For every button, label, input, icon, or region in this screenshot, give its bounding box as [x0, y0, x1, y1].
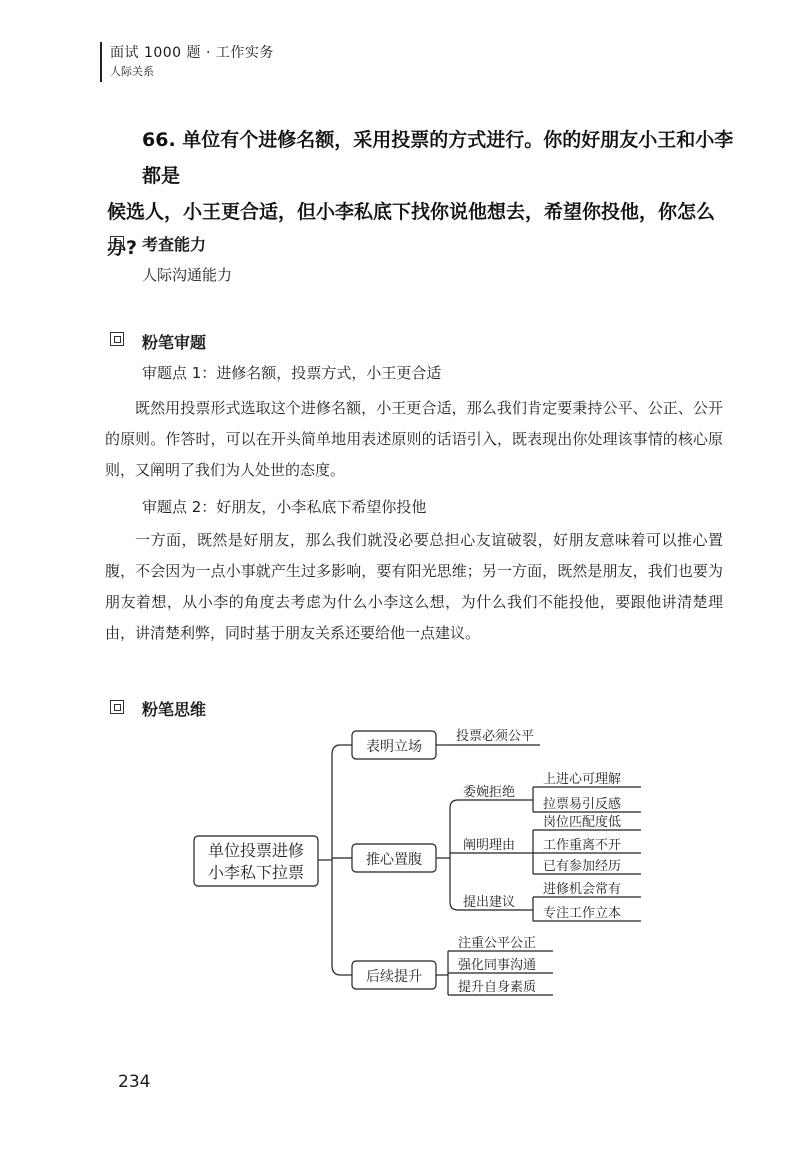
branch-label-1: 表明立场 [366, 739, 422, 755]
mindmap-root-line-1: 单位投票进修 [207, 841, 305, 860]
branch-label-3: 后续提升 [366, 969, 422, 985]
analysis-paragraph-1: 既然用投票形式选取这个进修名额，小王更合适，那么我们肯定要秉持公平、公正、公开的原则。作答时，可以在开头简单地用表述原则的话语引入，既表现出你处理该事情的核心原则，又阐明了我们为人处世的态度。 [105, 399, 723, 479]
leaf-item: 专注工作立本 [543, 906, 622, 921]
analysis-paragraph-2: 一方面，既然是好朋友，那么我们就没必要总担心友谊破裂，好朋友意味着可以推心置腹，不会因为一点小事就产生过多影响，要有阳光思维；另一方面，既然是朋友，我们也要为朋友着想，从小李的角度去考虑为什么小李这么想，为什么我们不能投他，要跟他讲清楚理由，讲清楚利弊，同时基于朋友关系还要给他一点建议。 [105, 531, 723, 642]
section-title-analysis: 粉笔审题 [142, 333, 207, 352]
leaf-item: 提升自身素质 [458, 980, 537, 995]
section-title-ability: 考查能力 [142, 235, 207, 254]
sub-label-1: 委婉拒绝 [463, 785, 516, 800]
leaf-item: 已有参加经历 [543, 859, 622, 874]
sub-label-2: 阐明理由 [463, 838, 516, 853]
ability-content: 人际沟通能力 [142, 266, 233, 284]
branch-label-2: 推心置腹 [366, 852, 422, 868]
page-number: 234 [118, 1072, 151, 1092]
leaf-item: 上进心可理解 [543, 772, 622, 787]
question-line-1: 66. 单位有个进修名额，采用投票的方式进行。你的好朋友小王和小李都是 [142, 129, 734, 187]
leaf-item: 工作重离不开 [543, 838, 622, 853]
sub-label-3: 提出建议 [463, 895, 516, 910]
analysis-point-2: 审题点 2：好朋友，小李私底下希望你投他 [142, 498, 427, 516]
leaf-item: 岗位匹配度低 [543, 815, 622, 830]
leaf-item: 注重公平公正 [458, 936, 537, 951]
chapter-title: 人际关系 [110, 65, 154, 78]
mindmap-root-line-2: 小李私下拉票 [207, 863, 305, 882]
analysis-point-1: 审题点 1：进修名额，投票方式，小王更合适 [142, 364, 442, 382]
book-title: 面试 1000 题 · 工作实务 [110, 45, 274, 61]
leaf-item: 拉票易引反感 [543, 797, 622, 812]
leaf-item: 强化同事沟通 [458, 958, 537, 973]
branch-1-leaf: 投票必须公平 [456, 729, 535, 744]
section-title-thinking: 粉笔思维 [142, 700, 207, 719]
question-line-2: 候选人，小王更合适，但小李私底下找你说他想去，希望你投他，你怎么办? [107, 201, 716, 259]
leaf-item: 进修机会常有 [543, 882, 622, 897]
